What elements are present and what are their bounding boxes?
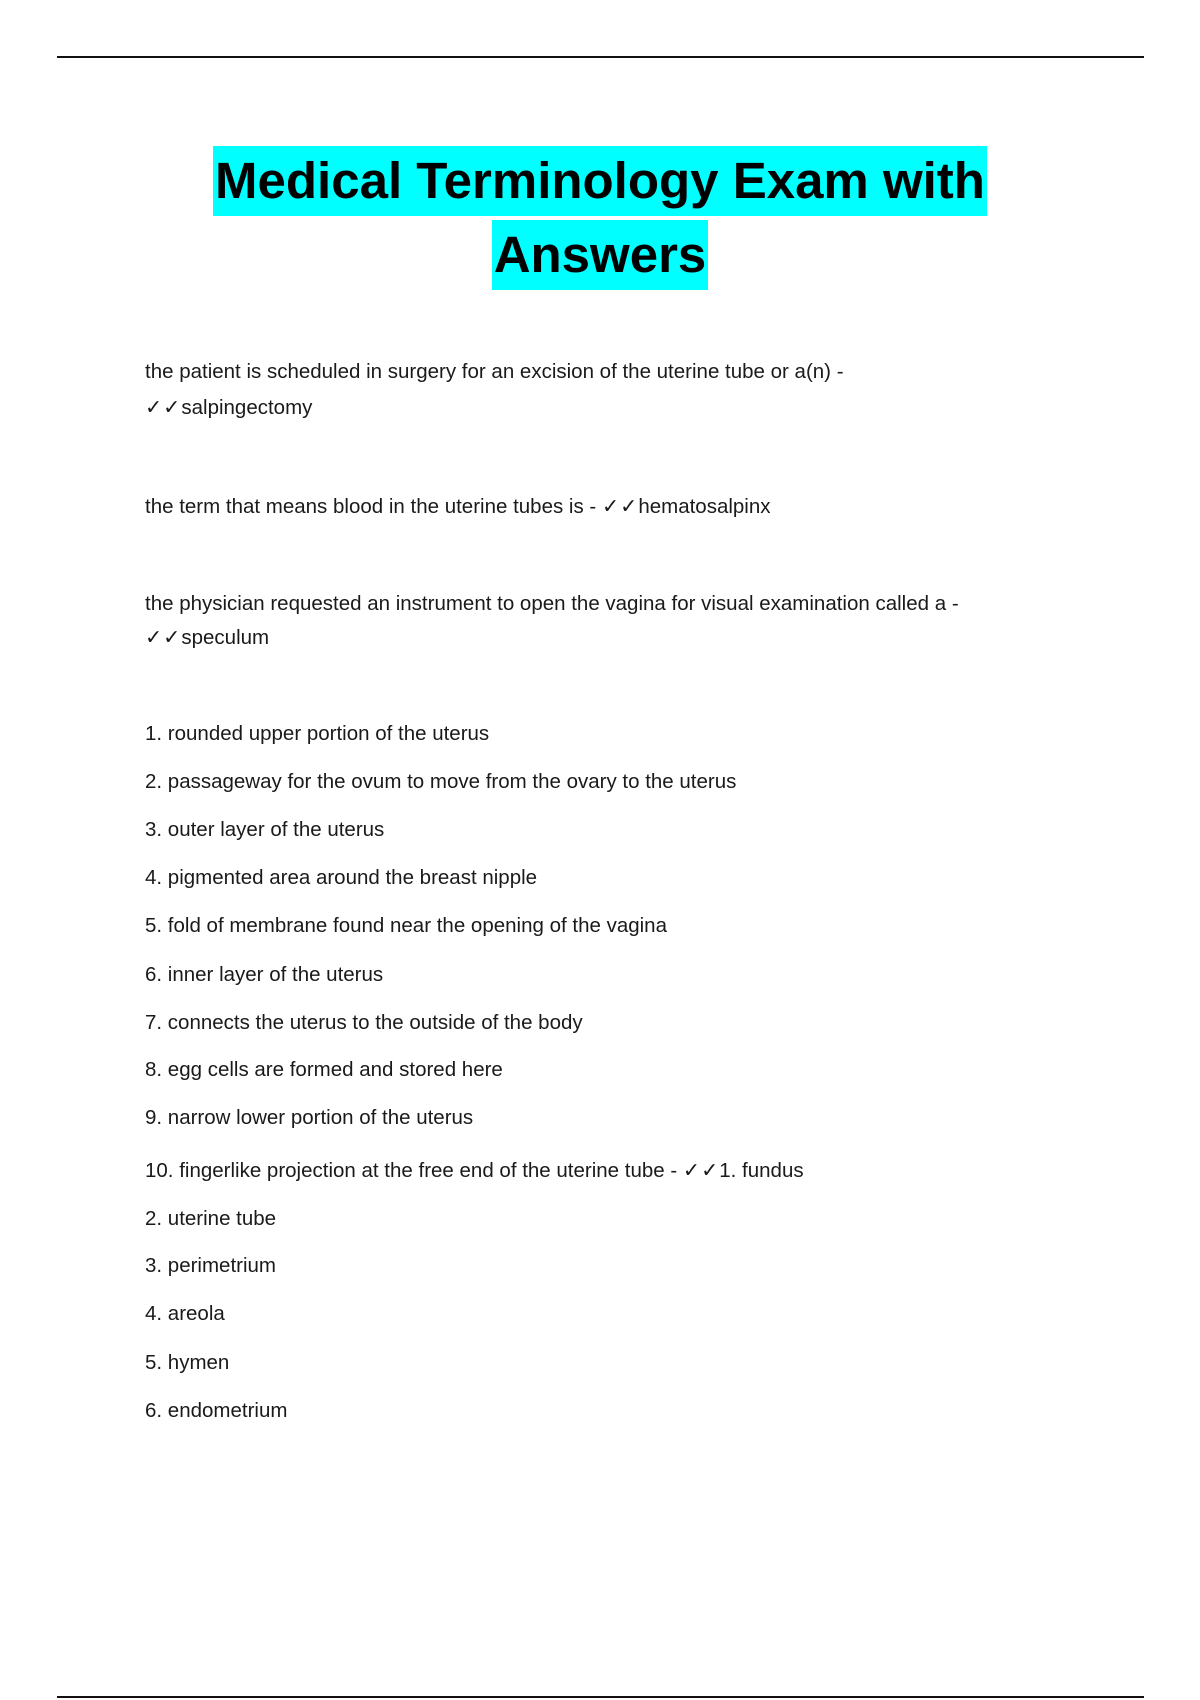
question-3-text: the physician requested an instrument to open the vagina for visual examination called a - <box>145 592 959 615</box>
list-item: 8. egg cells are formed and stored here <box>145 1058 503 1081</box>
list-item: 4. pigmented area around the breast nipple <box>145 866 538 889</box>
double-check-icon: ✓✓ <box>145 626 182 649</box>
double-check-icon: ✓✓ <box>601 495 639 518</box>
question-2-answer: hematosalpinx <box>638 495 771 518</box>
page-title <box>0 146 1200 290</box>
footer-rule <box>57 1696 1144 1698</box>
list-item: 1. rounded upper portion of the uterus <box>145 722 490 745</box>
question-3-answer: speculum <box>181 626 270 649</box>
answer-item: 6. endometrium <box>145 1399 288 1422</box>
list-item: 2. passageway for the ovum to move from the ovary to the uterus <box>145 770 737 793</box>
answer-item: 3. perimetrium <box>145 1254 277 1277</box>
question-1-answer-line <box>145 390 312 426</box>
answer-item: 4. areola <box>145 1302 225 1325</box>
list-item-10-text: 10. fingerlike projection at the free end of the uterine tube - <box>145 1159 678 1182</box>
question-3-answer-line <box>145 620 269 656</box>
list-item: 6. inner layer of the uterus <box>145 963 384 986</box>
question-1-text: the patient is scheduled in surgery for an excision of the uterine tube or a(n) - <box>145 360 844 383</box>
double-check-icon: ✓✓ <box>682 1159 720 1182</box>
list-item: 9. narrow lower portion of the uterus <box>145 1106 474 1129</box>
answer-item: 2. uterine tube <box>145 1207 277 1230</box>
list-item-10-line <box>145 1153 804 1189</box>
double-check-icon: ✓✓ <box>145 396 182 419</box>
list-item: 5. fold of membrane found near the opening of the vagina <box>145 914 667 937</box>
header-rule <box>57 56 1144 58</box>
list-item-10-answer: 1. fundus <box>719 1159 804 1182</box>
list-item: 7. connects the uterus to the outside of the body <box>145 1011 583 1034</box>
list-item: 3. outer layer of the uterus <box>145 818 385 841</box>
answer-item: 5. hymen <box>145 1351 230 1374</box>
title-line-2: Answers <box>492 220 709 290</box>
question-2-line <box>145 489 771 525</box>
title-line-1: Medical Terminology Exam with <box>213 146 987 216</box>
question-1-answer: salpingectomy <box>181 396 313 419</box>
question-2-text: the term that means blood in the uterine tubes is - <box>145 495 597 518</box>
